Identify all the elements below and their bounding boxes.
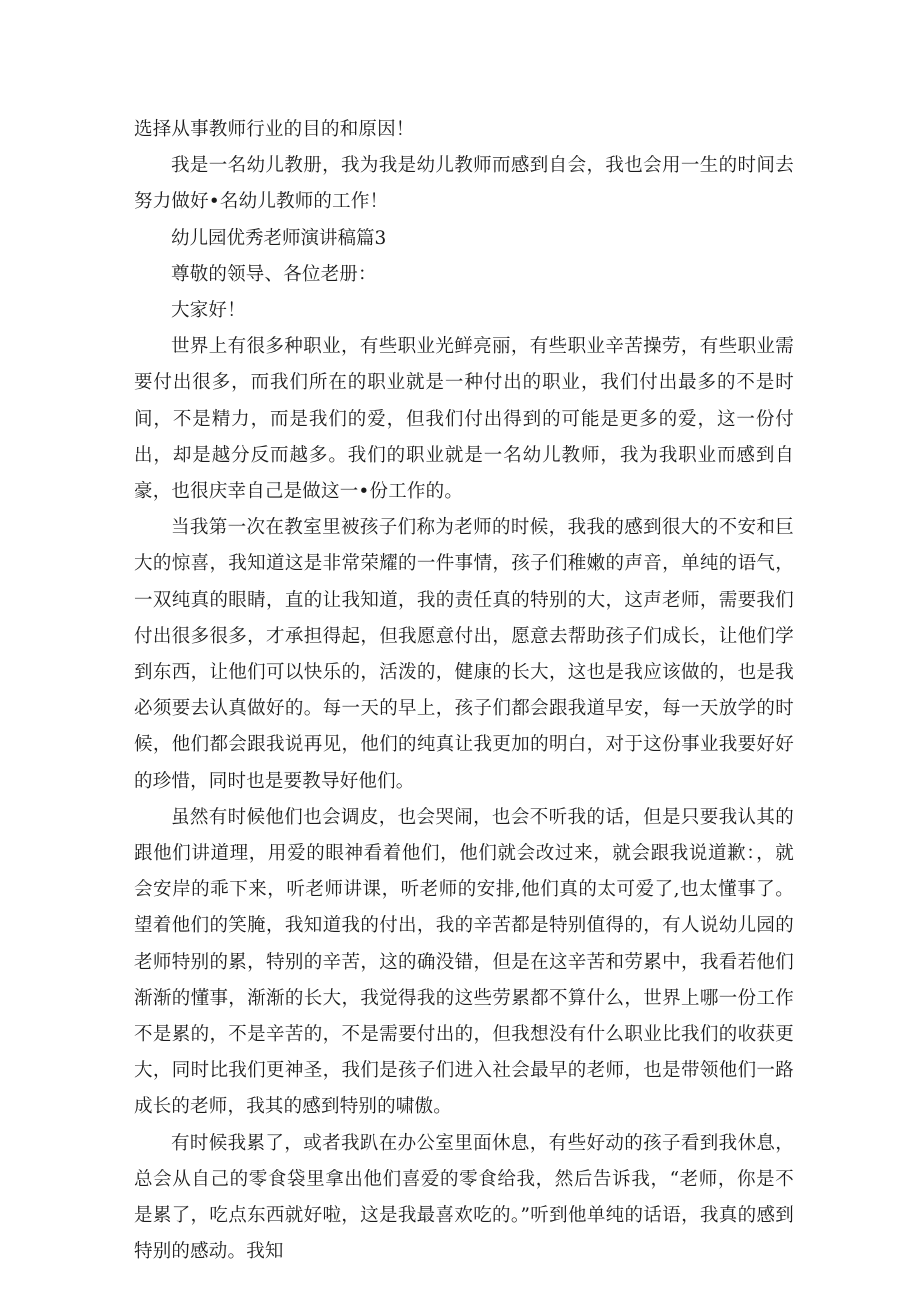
salutation: 尊敬的领导、各位老册： <box>171 263 377 285</box>
paragraph-professions: 世界上有很多种职业，有些职业光鲜亮丽，有些职业辛苦操劳，有些职业需要付出很多，而我们所在的职业就是一种付出的职业，我们付出最多的不是时间，不是精力，而是我们的爱，但我们付出得到的可能是更多的爱，这一份付出，却是越分反而越多。我们的职业就是一名幼儿教师，我为我职业而感到自豪，也很庆幸自己是做这一•份工作的。 <box>134 336 794 503</box>
paragraph-naughty-children: 虽然有时候他们也会调皮，也会哭闹，也会不听我的话，但是只要我认其的跟他们讲道理，用爱的眼神看着他们，他们就会改过来，就会跟我说道歉：，就会安岸的乖下来，听老师讲课，听老师的安排,他们真的太可爱了,也太懂事了。望着他们的笑腌，我知道我的付出，我的辛苦都是特别值得的，有人说幼儿园的老师特别的累，特别的辛苦，这的确没错，但是在这辛苦和劳累中，我看若他们渐渐的懂事，渐渐的长大，我觉得我的这些劳累都不算什么，世界上哪一份工作不是累的，不是辛苦的，不是需要付出的，但我想没有什么职业比我们的收获更大，同时比我们更神圣，我们是孩子们进入社会最早的老师，也是带领他们一路成长的老师，我其的感到特别的啸傲。 <box>134 806 794 1118</box>
greeting: 大家好！ <box>171 300 246 322</box>
section-heading: 幼儿园优秀老师演讲稿篇3 <box>171 227 387 249</box>
paragraph-intro-line: 选择从事教师行业的目的和原因！ <box>134 119 415 140</box>
paragraph-tired-moments: 有时候我累了，或者我趴在办公室里面休息，有些好动的孩子看到我休息，总会从自己的零食袋里拿出他们喜爱的零食给我，然后告诉我，“老师，你是不是累了，吃点东西就好啦，这是我最喜欢吃的。”听到他单纯的话语，我真的感到特别的感动。我知 <box>134 1132 794 1263</box>
paragraph-teacher-pledge: 我是一名幼儿教册，我为我是幼儿教师而感到自会，我也会用一生的时间去努力做好•名幼儿教师的工作！ <box>134 155 794 213</box>
document-page <box>134 112 794 1271</box>
paragraph-first-time: 当我第一次在教室里被孩子们称为老师的时候，我我的感到很大的不安和巨大的惊喜，我知道这是非常荣耀的一件事情，孩子们稚嫩的声音，单纯的语气，一双纯真的眼睛，直的让我知道，我的责任真的特别的大，这声老师，需要我们付出很多很多，才承担得起，但我愿意付出，愿意去帮助孩子们成长，让他们学到东西，让他们可以快乐的，活泼的，健康的长大，这也是我应该做的，也是我必须要去认真做好的。每一天的早上，孩子们都会跟我道早安，每一天放学的时候，他们都会跟我说再见，他们的纯真让我更加的明白，对于这份事业我要好好的珍惜，同时也是要教导好他们。 <box>134 517 794 792</box>
